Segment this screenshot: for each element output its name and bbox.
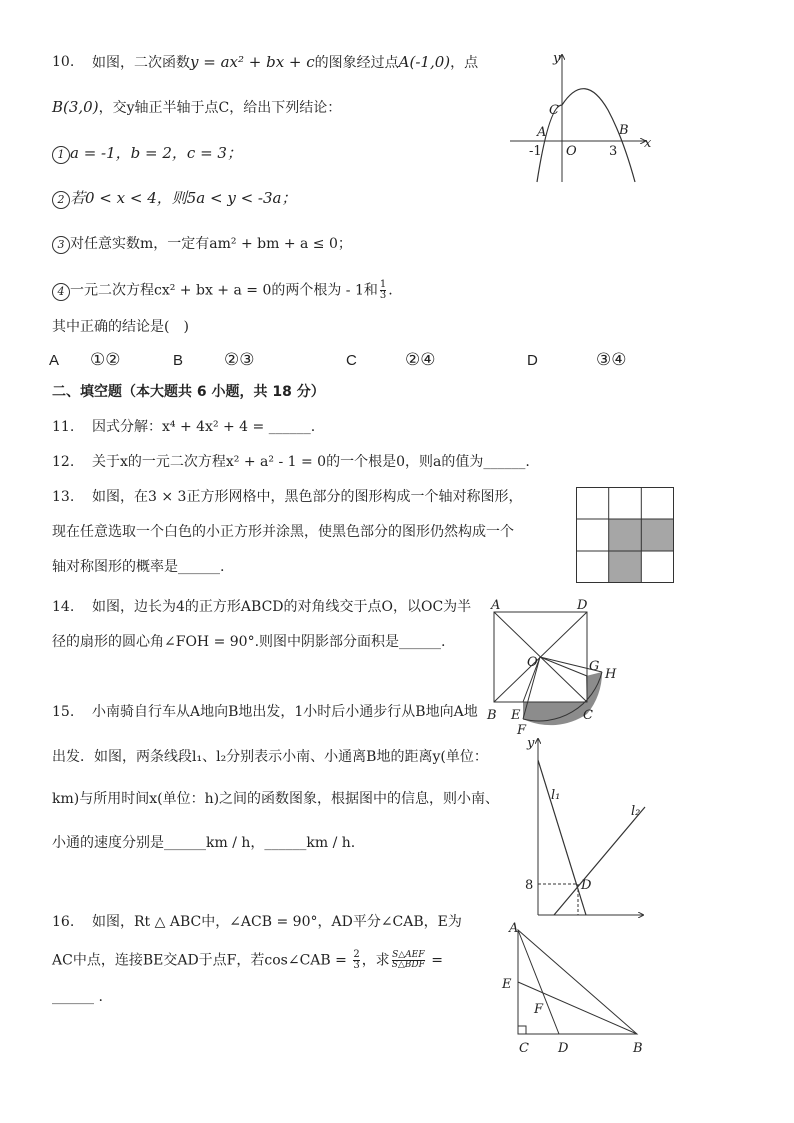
q16-text-1: 如图，Rt △ ABC中，∠ACB = 90°，AD平分∠CAB，E为 bbox=[92, 914, 462, 930]
l2-label: l₂ bbox=[631, 804, 641, 819]
label-b: B bbox=[633, 1041, 643, 1056]
q11-text: 因式分解：x⁴ + 4x² + 4 = ______. bbox=[92, 419, 316, 435]
q14-text-1: 如图，边长为4的正方形ABCD的对角线交于点O，以OC为半 bbox=[92, 599, 472, 615]
q13-text-1: 如图，在3 × 3正方形网格中，黑色部分的图形构成一个轴对称图形， bbox=[92, 489, 523, 505]
shaded-cell-bottom bbox=[609, 551, 642, 583]
option-b-letter: B bbox=[173, 352, 184, 369]
label-c: C bbox=[583, 708, 593, 723]
q15-number: 15. bbox=[52, 704, 75, 720]
label-o: O bbox=[527, 655, 538, 670]
label-f: F bbox=[517, 723, 527, 738]
option-a-value: ①② bbox=[90, 350, 121, 369]
q10-conclusion-2: 2 若0 < x < 4，则5a < y < -3a； bbox=[52, 191, 296, 209]
label-c: C bbox=[519, 1041, 529, 1056]
q15-line-graph bbox=[525, 735, 650, 920]
x-axis-label: x bbox=[644, 136, 652, 151]
shaded-region-bottom bbox=[523, 702, 587, 725]
q12-number: 12. bbox=[52, 454, 75, 470]
shaded-cell-right bbox=[641, 519, 674, 551]
q13-text-2: 现在任意选取一个白色的小正方形并涂黑，使黑色部分的图形仍然构成一个 bbox=[52, 524, 514, 540]
label-b: B bbox=[487, 708, 497, 723]
q15-text-1: 小南骑自行车从A地向B地出发，1小时后小通步行从B地向A地 bbox=[92, 704, 478, 720]
section-2-heading: 二、填空题（本大题共 6 小题，共 18 分） bbox=[52, 384, 325, 400]
label-h: H bbox=[605, 667, 617, 682]
q13-text-3: 轴对称图形的概率是______. bbox=[52, 559, 225, 575]
q10-conclusion-1: 1 a = -1，b = 2，c = 3； bbox=[52, 146, 242, 164]
q10-parabola-figure bbox=[505, 50, 655, 185]
point-b-label: B bbox=[619, 123, 629, 138]
option-a-letter: A bbox=[49, 352, 60, 369]
q15-text-2: 出发．如图，两条线段l₁、l₂分别表示小南、小通离B地的距离y(单位： bbox=[52, 749, 488, 765]
point-a-label: A bbox=[537, 125, 547, 140]
q10-text-2: B(3,0)，交y轴正半轴于点C，给出下列结论： bbox=[52, 98, 342, 116]
y-axis-label: y bbox=[553, 51, 561, 66]
q14-square-figure bbox=[485, 597, 620, 737]
q10-ask: 其中正确的结论是( ) bbox=[52, 319, 189, 335]
q14-number: 14. bbox=[52, 599, 75, 615]
y-label: y bbox=[527, 736, 535, 751]
point-c-label: C bbox=[549, 103, 559, 118]
q16-answer-blank: ______ . bbox=[52, 989, 103, 1005]
line-l2 bbox=[554, 807, 645, 915]
label-f: F bbox=[534, 1002, 544, 1017]
label-a: A bbox=[491, 598, 501, 613]
q11-number: 11. bbox=[52, 419, 75, 435]
label-d: D bbox=[558, 1041, 569, 1056]
q15-text-4: 小通的速度分别是______km / h，______km / h. bbox=[52, 835, 356, 851]
option-c-letter: C bbox=[346, 352, 357, 369]
q16-text-2: AC中点，连接BE交AD于点F，若cos∠CAB = $\frac{2}{3}$ ，求 S△AEF S△BDF = bbox=[52, 949, 444, 971]
q16-number: 16. bbox=[52, 914, 75, 930]
q16-triangle-figure bbox=[497, 920, 652, 1060]
shaded-cell-center bbox=[609, 519, 642, 551]
origin-label: O bbox=[566, 144, 577, 159]
option-d-letter: D bbox=[527, 352, 538, 369]
q14-text-2: 径的扇形的圆心角∠FOH = 90°.则图中阴影部分面积是______. bbox=[52, 634, 446, 650]
line-l1 bbox=[538, 760, 586, 915]
q13-grid-figure bbox=[576, 487, 674, 583]
q10-text-1: 如图，二次函数y = ax² + bx + c的图象经过点A(-1,0)，点 bbox=[92, 53, 479, 71]
q10-conclusion-4: 4 一元二次方程cx² + bx + a = 0的两个根为 - 1和 $\frac{1}{3}$ . bbox=[52, 280, 393, 301]
l1-label: l₁ bbox=[551, 788, 561, 803]
option-c-value: ②④ bbox=[405, 350, 436, 369]
point-d-label: D bbox=[581, 878, 592, 893]
option-b-value: ②③ bbox=[224, 350, 255, 369]
q13-number: 13. bbox=[52, 489, 75, 505]
eight-label: 8 bbox=[525, 878, 534, 893]
q15-text-3: km)与所用时间x(单位：h)之间的函数图象，根据图中的信息，则小南、 bbox=[52, 791, 500, 807]
label-g: G bbox=[589, 659, 600, 674]
option-d-value: ③④ bbox=[596, 350, 627, 369]
label-d: D bbox=[577, 598, 588, 613]
q10-conclusion-3: 3 对任意实数m，一定有am² + bm + a ≤ 0； bbox=[52, 236, 352, 254]
minus-one-label: -1 bbox=[529, 144, 542, 159]
label-e: E bbox=[511, 708, 521, 723]
label-a: A bbox=[509, 921, 519, 936]
label-e: E bbox=[502, 977, 512, 992]
three-label: 3 bbox=[609, 144, 618, 159]
q10-number: 10. bbox=[52, 54, 75, 70]
q12-text: 关于x的一元二次方程x² + a² - 1 = 0的一个根是0，则a的值为______. bbox=[92, 454, 530, 470]
